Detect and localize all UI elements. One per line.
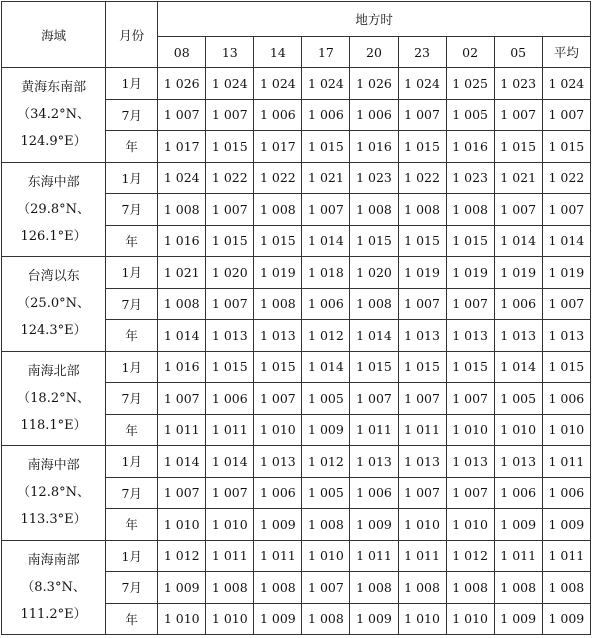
pressure-value-cell: 1 009 — [542, 603, 590, 635]
month-cell: 7月 — [106, 572, 158, 604]
month-cell: 1月 — [106, 68, 158, 100]
region-lon: 113.3°E） — [20, 512, 87, 528]
pressure-value-cell: 1 024 — [206, 68, 254, 100]
pressure-value-cell: 1 010 — [158, 509, 206, 541]
pressure-value-cell: 1 022 — [206, 162, 254, 194]
region-lon: 124.9°E） — [20, 134, 87, 150]
pressure-value-cell: 1 006 — [350, 99, 398, 131]
pressure-value-cell: 1 008 — [302, 509, 350, 541]
pressure-value-cell: 1 009 — [302, 414, 350, 446]
region-cell — [2, 351, 106, 446]
month-cell: 1月 — [106, 351, 158, 383]
region-name: 南海北部 — [27, 363, 80, 379]
pressure-value-cell: 1 018 — [302, 257, 350, 289]
pressure-value-cell: 1 009 — [350, 603, 398, 635]
month-cell: 7月 — [106, 99, 158, 131]
pressure-value-cell: 1 011 — [542, 446, 590, 478]
month-cell: 1月 — [106, 540, 158, 572]
pressure-value-cell: 1 007 — [398, 99, 446, 131]
pressure-value-cell: 1 019 — [542, 257, 590, 289]
region-lon: 111.2°E） — [20, 606, 87, 622]
pressure-value-cell: 1 006 — [302, 288, 350, 320]
pressure-value-cell: 1 011 — [206, 540, 254, 572]
pressure-value-cell: 1 013 — [494, 446, 542, 478]
pressure-value-cell: 1 019 — [398, 257, 446, 289]
pressure-value-cell: 1 005 — [302, 383, 350, 415]
month-cell: 7月 — [106, 288, 158, 320]
pressure-value-cell: 1 010 — [254, 414, 302, 446]
pressure-value-cell: 1 013 — [398, 320, 446, 352]
region-lat: （34.2°N、 — [17, 107, 90, 123]
pressure-value-cell: 1 013 — [254, 446, 302, 478]
region-lon: 118.1°E） — [20, 417, 87, 433]
pressure-value-cell: 1 015 — [254, 225, 302, 257]
pressure-value-cell: 1 020 — [350, 257, 398, 289]
month-cell: 年 — [106, 131, 158, 163]
pressure-value-cell: 1 026 — [158, 68, 206, 100]
hour-header: 13 — [206, 37, 254, 68]
pressure-value-cell: 1 015 — [494, 131, 542, 163]
pressure-value-cell: 1 010 — [446, 509, 494, 541]
pressure-value-cell: 1 011 — [254, 540, 302, 572]
pressure-value-cell: 1 013 — [398, 446, 446, 478]
pressure-value-cell: 1 008 — [494, 572, 542, 604]
pressure-value-cell: 1 009 — [254, 509, 302, 541]
pressure-value-cell: 1 013 — [494, 320, 542, 352]
pressure-value-cell: 1 026 — [350, 68, 398, 100]
pressure-value-cell: 1 012 — [158, 540, 206, 572]
region-name: 台湾以东 — [27, 269, 80, 285]
pressure-value-cell: 1 010 — [206, 509, 254, 541]
pressure-value-cell: 1 011 — [398, 414, 446, 446]
pressure-value-cell: 1 008 — [398, 572, 446, 604]
pressure-value-cell: 1 019 — [494, 257, 542, 289]
region-header: 海域 — [2, 2, 106, 68]
region-name: 东海中部 — [27, 174, 80, 190]
pressure-value-cell: 1 015 — [446, 225, 494, 257]
pressure-value-cell: 1 011 — [398, 540, 446, 572]
pressure-value-cell: 1 010 — [206, 603, 254, 635]
pressure-value-cell: 1 006 — [350, 477, 398, 509]
hour-header: 02 — [446, 37, 494, 68]
pressure-value-cell: 1 007 — [302, 572, 350, 604]
month-cell: 年 — [106, 603, 158, 635]
region-lon: 124.3°E） — [20, 323, 87, 339]
pressure-value-cell: 1 024 — [254, 68, 302, 100]
pressure-value-cell: 1 007 — [542, 99, 590, 131]
pressure-value-cell: 1 023 — [446, 162, 494, 194]
hour-header: 08 — [158, 37, 206, 68]
pressure-value-cell: 1 015 — [398, 131, 446, 163]
month-cell: 1月 — [106, 446, 158, 478]
pressure-value-cell: 1 009 — [158, 572, 206, 604]
pressure-value-cell: 1 007 — [446, 477, 494, 509]
pressure-value-cell: 1 011 — [494, 540, 542, 572]
pressure-value-cell: 1 013 — [350, 446, 398, 478]
pressure-value-cell: 1 013 — [206, 320, 254, 352]
pressure-value-cell: 1 015 — [350, 351, 398, 383]
pressure-value-cell: 1 014 — [542, 225, 590, 257]
pressure-value-cell: 1 007 — [254, 383, 302, 415]
pressure-value-cell: 1 015 — [206, 131, 254, 163]
pressure-value-cell: 1 007 — [158, 99, 206, 131]
pressure-table — [1, 1, 591, 635]
pressure-value-cell: 1 006 — [254, 99, 302, 131]
pressure-value-cell: 1 012 — [302, 446, 350, 478]
region-name: 黄海东南部 — [21, 80, 87, 96]
pressure-value-cell: 1 006 — [254, 477, 302, 509]
pressure-value-cell: 1 008 — [254, 288, 302, 320]
pressure-value-cell: 1 006 — [302, 99, 350, 131]
region-name: 南海南部 — [27, 552, 80, 568]
hour-header: 23 — [398, 37, 446, 68]
pressure-value-cell: 1 011 — [158, 414, 206, 446]
pressure-value-cell: 1 010 — [446, 414, 494, 446]
pressure-value-cell: 1 015 — [542, 351, 590, 383]
pressure-value-cell: 1 024 — [542, 68, 590, 100]
pressure-value-cell: 1 009 — [350, 509, 398, 541]
month-cell: 7月 — [106, 194, 158, 226]
pressure-value-cell: 1 015 — [206, 351, 254, 383]
pressure-value-cell: 1 010 — [446, 603, 494, 635]
month-cell: 7月 — [106, 477, 158, 509]
pressure-value-cell: 1 013 — [254, 320, 302, 352]
table-row — [2, 68, 591, 100]
pressure-value-cell: 1 015 — [254, 351, 302, 383]
pressure-value-cell: 1 014 — [494, 225, 542, 257]
pressure-value-cell: 1 006 — [494, 288, 542, 320]
pressure-value-cell: 1 016 — [350, 131, 398, 163]
pressure-value-cell: 1 008 — [254, 572, 302, 604]
pressure-value-cell: 1 008 — [446, 194, 494, 226]
table-row — [2, 446, 591, 478]
region-cell — [2, 540, 106, 635]
pressure-value-cell: 1 022 — [254, 162, 302, 194]
pressure-value-cell: 1 005 — [302, 477, 350, 509]
pressure-value-cell: 1 011 — [542, 540, 590, 572]
pressure-value-cell: 1 006 — [494, 477, 542, 509]
pressure-value-cell: 1 016 — [158, 351, 206, 383]
local-time-header: 地方时 — [158, 2, 591, 37]
pressure-value-cell: 1 014 — [206, 446, 254, 478]
pressure-value-cell: 1 021 — [302, 162, 350, 194]
pressure-value-cell: 1 019 — [446, 257, 494, 289]
pressure-value-cell: 1 015 — [398, 351, 446, 383]
pressure-value-cell: 1 014 — [302, 351, 350, 383]
pressure-value-cell: 1 013 — [446, 320, 494, 352]
region-cell — [2, 446, 106, 541]
pressure-value-cell: 1 007 — [206, 194, 254, 226]
month-cell: 年 — [106, 225, 158, 257]
pressure-value-cell: 1 007 — [398, 383, 446, 415]
pressure-value-cell: 1 007 — [494, 99, 542, 131]
table-row — [2, 257, 591, 289]
pressure-value-cell: 1 007 — [350, 383, 398, 415]
pressure-value-cell: 1 024 — [302, 68, 350, 100]
table-body — [2, 68, 591, 635]
pressure-value-cell: 1 015 — [446, 351, 494, 383]
month-cell: 7月 — [106, 383, 158, 415]
pressure-value-cell: 1 024 — [158, 162, 206, 194]
pressure-value-cell: 1 006 — [206, 383, 254, 415]
month-cell: 年 — [106, 320, 158, 352]
pressure-value-cell: 1 007 — [206, 99, 254, 131]
pressure-value-cell: 1 008 — [158, 194, 206, 226]
pressure-value-cell: 1 022 — [398, 162, 446, 194]
pressure-value-cell: 1 008 — [302, 603, 350, 635]
pressure-value-cell: 1 025 — [446, 68, 494, 100]
month-cell: 1月 — [106, 162, 158, 194]
average-header: 平均 — [542, 37, 590, 68]
pressure-value-cell: 1 007 — [302, 194, 350, 226]
pressure-value-cell: 1 017 — [254, 131, 302, 163]
hour-header: 14 — [254, 37, 302, 68]
hour-header: 20 — [350, 37, 398, 68]
pressure-value-cell: 1 015 — [350, 225, 398, 257]
pressure-value-cell: 1 008 — [206, 572, 254, 604]
pressure-value-cell: 1 008 — [158, 288, 206, 320]
pressure-value-cell: 1 010 — [494, 414, 542, 446]
pressure-value-cell: 1 008 — [350, 194, 398, 226]
pressure-value-cell: 1 011 — [350, 414, 398, 446]
pressure-value-cell: 1 014 — [158, 320, 206, 352]
table-row — [2, 351, 591, 383]
region-cell — [2, 68, 106, 163]
pressure-value-cell: 1 011 — [350, 540, 398, 572]
pressure-value-cell: 1 007 — [398, 477, 446, 509]
pressure-value-cell: 1 008 — [446, 572, 494, 604]
pressure-value-cell: 1 014 — [158, 446, 206, 478]
pressure-value-cell: 1 015 — [542, 131, 590, 163]
pressure-value-cell: 1 009 — [494, 603, 542, 635]
pressure-value-cell: 1 009 — [254, 603, 302, 635]
table-row — [2, 162, 591, 194]
pressure-value-cell: 1 007 — [206, 288, 254, 320]
pressure-value-cell: 1 007 — [542, 288, 590, 320]
pressure-value-cell: 1 007 — [206, 477, 254, 509]
month-header: 月份 — [106, 2, 158, 68]
pressure-value-cell: 1 005 — [494, 383, 542, 415]
pressure-value-cell: 1 010 — [398, 603, 446, 635]
region-lat: （29.8°N、 — [17, 201, 90, 217]
pressure-value-cell: 1 006 — [542, 383, 590, 415]
pressure-value-cell: 1 013 — [446, 446, 494, 478]
pressure-value-cell: 1 016 — [158, 225, 206, 257]
month-cell: 年 — [106, 414, 158, 446]
region-cell — [2, 162, 106, 257]
region-lat: （25.0°N、 — [17, 296, 90, 312]
pressure-value-cell: 1 014 — [494, 351, 542, 383]
pressure-value-cell: 1 011 — [206, 414, 254, 446]
pressure-value-cell: 1 006 — [542, 477, 590, 509]
region-lat: （18.2°N、 — [17, 390, 90, 406]
region-lat: （12.8°N、 — [17, 485, 90, 501]
pressure-value-cell: 1 009 — [494, 509, 542, 541]
pressure-value-cell: 1 016 — [446, 131, 494, 163]
pressure-value-cell: 1 022 — [542, 162, 590, 194]
pressure-value-cell: 1 008 — [398, 194, 446, 226]
pressure-value-cell: 1 009 — [542, 509, 590, 541]
pressure-value-cell: 1 015 — [398, 225, 446, 257]
pressure-value-cell: 1 015 — [302, 131, 350, 163]
month-cell: 1月 — [106, 257, 158, 289]
pressure-value-cell: 1 010 — [542, 414, 590, 446]
pressure-value-cell: 1 008 — [350, 288, 398, 320]
pressure-value-cell: 1 024 — [398, 68, 446, 100]
pressure-value-cell: 1 015 — [206, 225, 254, 257]
pressure-value-cell: 1 021 — [158, 257, 206, 289]
pressure-value-cell: 1 007 — [446, 383, 494, 415]
pressure-value-cell: 1 012 — [446, 540, 494, 572]
pressure-value-cell: 1 013 — [542, 320, 590, 352]
region-name: 南海中部 — [27, 458, 80, 474]
hour-header: 17 — [302, 37, 350, 68]
region-lon: 126.1°E） — [20, 228, 87, 244]
region-cell — [2, 257, 106, 352]
month-cell: 年 — [106, 509, 158, 541]
pressure-value-cell: 1 014 — [350, 320, 398, 352]
pressure-value-cell: 1 021 — [494, 162, 542, 194]
pressure-value-cell: 1 008 — [350, 572, 398, 604]
pressure-value-cell: 1 014 — [302, 225, 350, 257]
pressure-value-cell: 1 023 — [350, 162, 398, 194]
region-lat: （8.3°N、 — [21, 579, 86, 595]
pressure-value-cell: 1 007 — [158, 383, 206, 415]
pressure-value-cell: 1 007 — [158, 477, 206, 509]
pressure-value-cell: 1 008 — [542, 572, 590, 604]
pressure-value-cell: 1 017 — [158, 131, 206, 163]
pressure-value-cell: 1 007 — [494, 194, 542, 226]
pressure-value-cell: 1 010 — [398, 509, 446, 541]
table-row — [2, 540, 591, 572]
pressure-value-cell: 1 020 — [206, 257, 254, 289]
pressure-value-cell: 1 007 — [542, 194, 590, 226]
pressure-value-cell: 1 010 — [302, 540, 350, 572]
pressure-value-cell: 1 008 — [254, 194, 302, 226]
pressure-value-cell: 1 010 — [158, 603, 206, 635]
pressure-value-cell: 1 023 — [494, 68, 542, 100]
pressure-value-cell: 1 012 — [302, 320, 350, 352]
pressure-value-cell: 1 007 — [398, 288, 446, 320]
pressure-value-cell: 1 007 — [446, 288, 494, 320]
pressure-value-cell: 1 019 — [254, 257, 302, 289]
pressure-value-cell: 1 005 — [446, 99, 494, 131]
hour-header: 05 — [494, 37, 542, 68]
